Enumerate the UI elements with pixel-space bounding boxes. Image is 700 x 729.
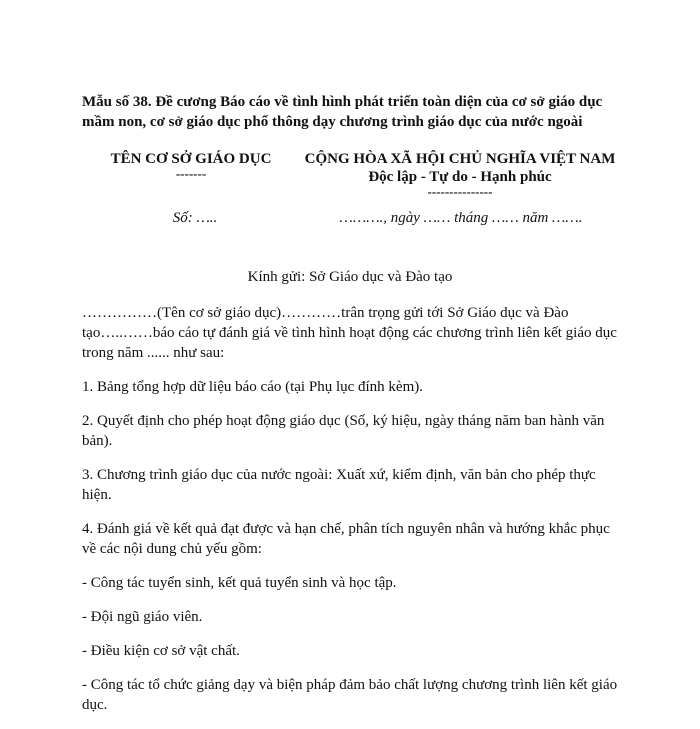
list-item-admissions: - Công tác tuyển sinh, kết quả tuyển sinh và học tập.	[82, 575, 397, 591]
document-date: ………., ngày …… tháng …… năm …….	[339, 210, 583, 226]
list-item-teachers: - Đội ngũ giáo viên.	[82, 609, 203, 625]
recipient-line: Kính gửi: Sở Giáo dục và Đào tạo	[247, 269, 453, 285]
intro-paragraph: ……………(Tên cơ sở giáo dục)…………trân trọng gửi tới Sở Giáo dục và Đào tạo…..……báo cáo tự đánh giá về tình hình hoạt động các chương trình liên kết giáo dục trong năm ...... như sau:	[82, 305, 617, 361]
national-motto: Độc lập - Tự do - Hạnh phúc	[368, 169, 552, 185]
section-1: 1. Bảng tổng hợp dữ liệu báo cáo (tại Phụ lục đính kèm).	[82, 379, 424, 395]
document-number: Số: …..	[172, 210, 218, 226]
institution-name: TÊN CƠ SỞ GIÁO DỤC	[110, 151, 272, 167]
national-header	[300, 150, 620, 198]
list-item-teaching: - Công tác tổ chức giảng dạy và biện pháp đảm bảo chất lượng chương trình liên kết giáo dục.	[82, 677, 618, 713]
document-body	[82, 303, 627, 729]
section-2: 2. Quyết định cho phép hoạt động giáo dục (Số, ký hiệu, ngày tháng năm ban hành văn bản).	[82, 413, 605, 449]
national-title: CỘNG HÒA XÃ HỘI CHỦ NGHĨA VIỆT NAM	[304, 151, 616, 167]
institution-header	[108, 150, 274, 180]
document-title: Mẫu số 38. Đề cương Báo cáo về tình hình phát triển toàn diện của cơ sở giáo dục mầm non, cơ sở giáo dục phổ thông dạy chương trình giáo dục của nước ngoài	[82, 94, 603, 130]
national-divider: ---------------	[427, 184, 493, 199]
section-3: 3. Chương trình giáo dục của nước ngoài: Xuất xứ, kiểm định, văn bản cho phép thực hiện.	[82, 467, 596, 503]
list-item-facilities: - Điều kiện cơ sở vật chất.	[82, 643, 240, 659]
institution-divider: -------	[175, 166, 207, 181]
section-4: 4. Đánh giá về kết quả đạt được và hạn chế, phân tích nguyên nhân và hướng khắc phục về các nội dung chủ yếu gồm:	[82, 521, 610, 557]
